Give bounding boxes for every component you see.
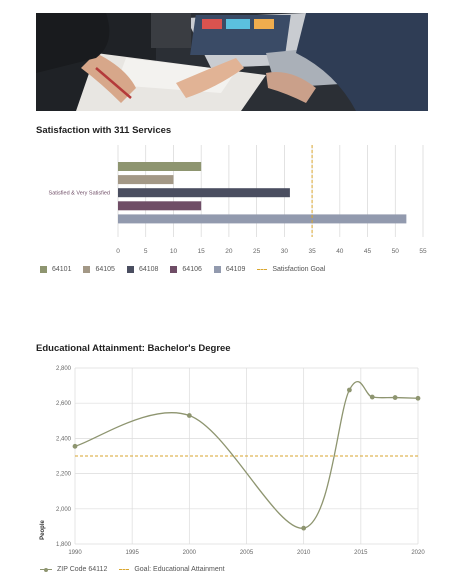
- legend-item-64106: [170, 266, 201, 273]
- x-tick-label: 2005: [239, 550, 254, 556]
- y-tick-label: 1,800: [55, 542, 71, 548]
- legend-item-education-goal: [119, 566, 224, 573]
- legend-label: Goal: Educational Attainment: [134, 566, 225, 573]
- data-point-2020: [416, 396, 421, 401]
- x-tick-label: 10: [169, 248, 178, 255]
- legend-swatch: [40, 266, 47, 273]
- x-tick-label: 30: [280, 248, 288, 255]
- category-label: Satisfied & Very Satisfied: [48, 190, 110, 197]
- x-tick-label: 1995: [125, 550, 139, 556]
- bar-64106: [118, 201, 201, 210]
- x-tick-label: 20: [225, 248, 233, 255]
- data-point-2000: [187, 413, 192, 418]
- data-point-2016: [370, 395, 375, 400]
- x-tick-label: 45: [363, 248, 372, 255]
- x-tick-label: 55: [419, 248, 427, 255]
- legend-goal-swatch: [257, 269, 267, 270]
- x-tick-label: 0: [116, 248, 120, 255]
- legend-label: Satisfaction Goal: [272, 266, 326, 273]
- data-point-2018: [393, 395, 398, 400]
- legend-label: 64106: [182, 266, 202, 273]
- satisfaction-bar-chart: [0, 0, 450, 270]
- legend-item-64109: [214, 266, 245, 273]
- bar-64108: [118, 188, 290, 197]
- legend-item-satisfaction-goal: [257, 266, 325, 273]
- legend-item-64108: [127, 266, 158, 273]
- legend-line-swatch: [40, 566, 52, 573]
- legend-item-64101: [40, 266, 71, 273]
- y-tick-label: 2,000: [55, 506, 71, 513]
- satisfaction-chart-title: Satisfaction with 311 Services: [36, 125, 172, 136]
- y-tick-label: 2,600: [55, 401, 71, 408]
- legend-swatch: [214, 266, 221, 273]
- data-point-2010: [301, 526, 306, 531]
- x-tick-label: 1990: [68, 550, 82, 556]
- education-line-chart: [0, 355, 450, 560]
- x-tick-label: 2010: [296, 550, 311, 556]
- x-tick-label: 35: [308, 248, 316, 255]
- education-chart-title: Educational Attainment: Bachelor's Degree: [36, 343, 231, 354]
- legend-label: 64105: [95, 266, 115, 273]
- bar-64105: [118, 175, 173, 184]
- x-tick-label: 2020: [411, 550, 425, 556]
- y-tick-label: 2,800: [55, 366, 71, 372]
- bar-64101: [118, 162, 201, 171]
- legend-swatch: [170, 266, 177, 273]
- x-tick-label: 50: [391, 248, 399, 255]
- legend-label: 64101: [52, 266, 72, 273]
- legend-label: ZIP Code 64112: [57, 566, 108, 573]
- legend-label: 64108: [138, 266, 159, 273]
- x-tick-label: 40: [336, 248, 344, 255]
- legend-swatch: [127, 266, 134, 273]
- x-tick-label: 2015: [354, 550, 368, 556]
- legend-swatch: [83, 266, 90, 273]
- legend-label: 64109: [225, 266, 246, 273]
- y-tick-label: 2,200: [55, 471, 71, 478]
- legend-item-64105: [83, 266, 114, 273]
- x-tick-label: 25: [253, 248, 261, 255]
- data-point-2014: [347, 388, 352, 393]
- legend-goal-swatch: [119, 569, 129, 570]
- education-legend: [40, 566, 237, 573]
- data-point-1990: [73, 444, 78, 449]
- y-axis-label: People: [40, 520, 46, 540]
- x-tick-label: 15: [197, 248, 205, 255]
- y-tick-label: 2,400: [55, 436, 71, 443]
- legend-item-zip-64112: [40, 566, 107, 573]
- satisfaction-legend: [40, 266, 337, 273]
- bar-64109: [118, 214, 406, 223]
- x-tick-label: 2000: [182, 550, 197, 556]
- x-tick-label: 5: [143, 248, 148, 255]
